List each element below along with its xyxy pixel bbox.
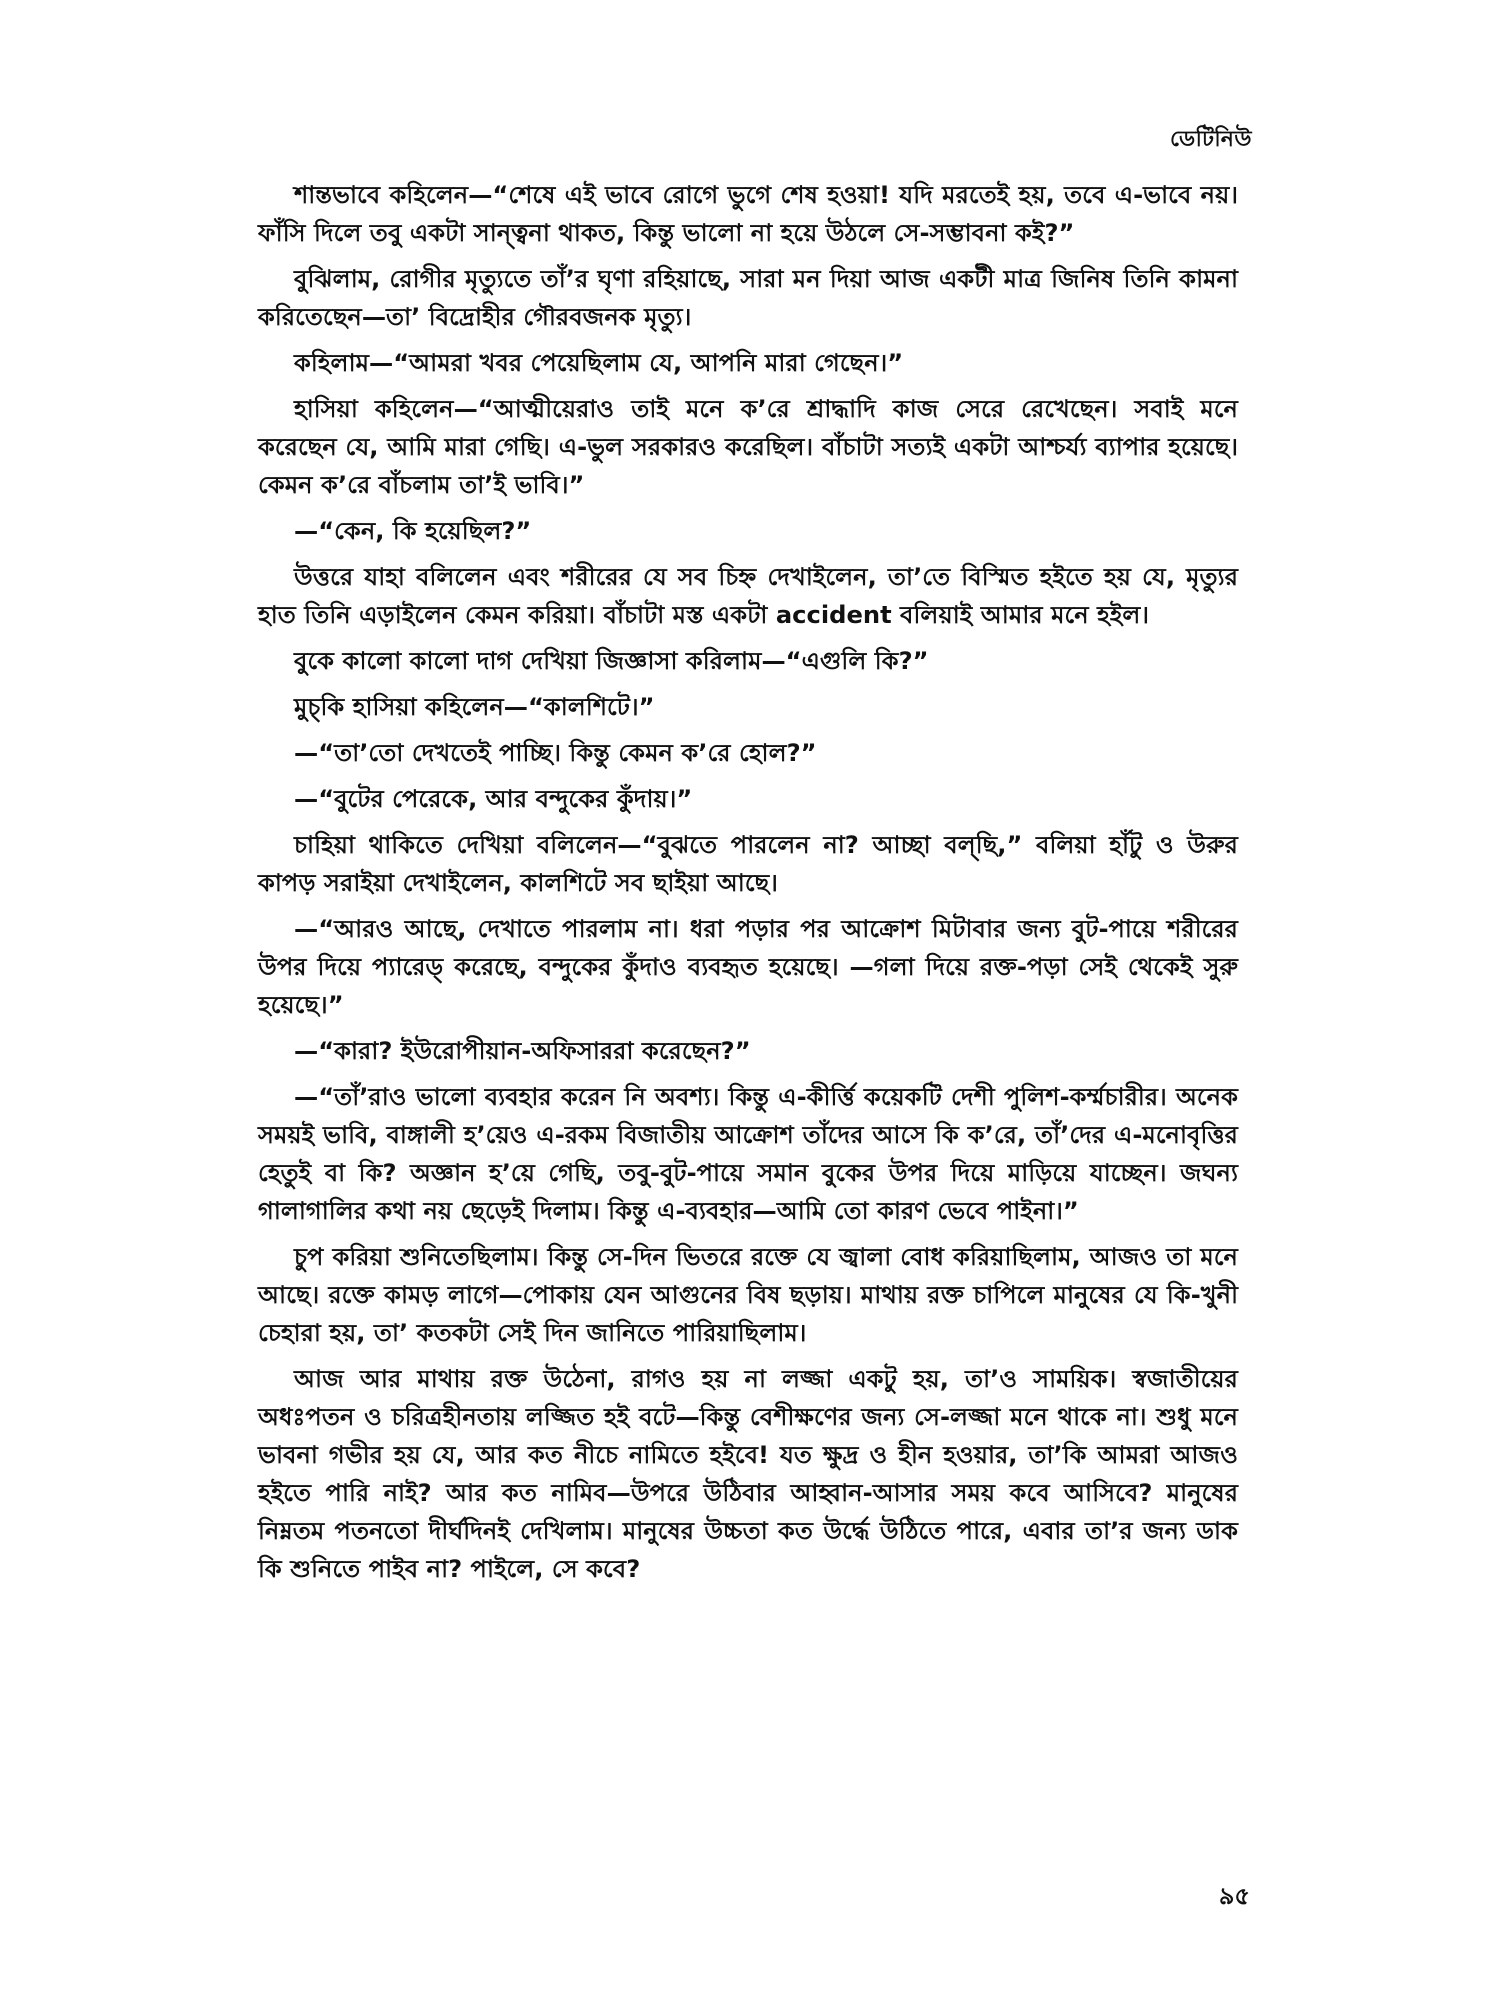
running-head: ডেটিনিউ (1170, 127, 1252, 152)
page-number: ৯৫ (1218, 1882, 1250, 1910)
paragraph: মুচ্‌কি হাসিয়া কহিলেন—“কালশিটে।” (294, 693, 655, 721)
paragraph: —“বুটের পেরেকে, আর বন্দুকের কুঁদায়।” (294, 785, 693, 813)
paragraph: হাসিয়া কহিলেন—“আত্মীয়েরাও তাই মনে ক’রে শ্রাদ্ধাদি কাজ সেরে রেখেছেন। সবাই মনে করেছেন যে, আমি মারা গেছি। এ-ভুল সরকারও করেছিল। বাঁচাটা সত্যই একটা আশ্চর্য্য ব্যাপার হয়েছে। কেমন ক’রে বাঁচলাম তা’ই ভাবি।” (258, 395, 1238, 499)
paragraph: শান্তভাবে কহিলেন—“শেষে এই ভাবে রোগে ভুগে শেষ হওয়া! যদি মরতেই হয়, তবে এ-ভাবে নয়। ফাঁসি দিলে তবু একটা সান্ত্বনা থাকত, কিন্তু ভালো না হয়ে উঠলে সে-সম্ভাবনা কই?” (258, 181, 1238, 247)
paragraph: বুকে কালো কালো দাগ দেখিয়া জিজ্ঞাসা করিলাম—“এগুলি কি?” (294, 647, 929, 675)
paragraph: —“আরও আছে, দেখাতে পারলাম না। ধরা পড়ার পর আক্রোশ মিটাবার জন্য বুট-পায়ে শরীরের উপর দিয়ে প্যারেড্‌ করেছে, বন্দুকের কুঁদাও ব্যবহৃত হয়েছে। —গলা দিয়ে রক্ত-পড়া সেই থেকেই সুরু হয়েছে।” (258, 915, 1238, 1019)
paragraph: উত্তরে যাহা বলিলেন এবং শরীরের যে সব চিহ্ন দেখাইলেন, তা’তে বিস্মিত হইতে হয় যে, মৃত্যুর হাত তিনি এড়াইলেন কেমন করিয়া। বাঁচাটা মস্ত একটা accident বলিয়াই আমার মনে হইল। (258, 563, 1238, 629)
paragraph: বুঝিলাম, রোগীর মৃত্যুতে তাঁ’র ঘৃণা রহিয়াছে, সারা মন দিয়া আজ একটী মাত্র জিনিষ তিনি কামনা করিতেছেন—তা’ বিদ্রোহীর গৌরবজনক মৃত্যু। (258, 265, 1238, 331)
paragraph: —“তাঁ’রাও ভালো ব্যবহার করেন নি অবশ্য। কিন্তু এ-কীর্ত্তি কয়েকটি দেশী পুলিশ-কর্ম্মচারীর। অনেক সময়ই ভাবি, বাঙ্গালী হ’য়েও এ-রকম বিজাতীয় আক্রোশ তাঁদের আসে কি ক’রে, তাঁ’দের এ-মনোবৃত্তির হেতুই বা কি? অজ্ঞান হ’য়ে গেছি, তবু-বুট-পায়ে সমান বুকের উপর দিয়ে মাড়িয়ে যাচ্ছেন। জঘন্য গালাগালির কথা নয় ছেড়েই দিলাম। কিন্তু এ-ব্যবহার—আমি তো কারণ ভেবে পাইনা।” (258, 1083, 1238, 1225)
paragraph: কহিলাম—“আমরা খবর পেয়েছিলাম যে, আপনি মারা গেছেন।” (294, 349, 904, 377)
paragraph: —“কেন, কি হয়েছিল?” (294, 517, 532, 545)
paragraph: —“কারা? ইউরোপীয়ান-অফিসাররা করেছেন?” (294, 1037, 751, 1065)
paragraph: আজ আর মাথায় রক্ত উঠেনা, রাগও হয় না লজ্জা একটু হয়, তা’ও সাময়িক। স্বজাতীয়ের অধঃপতন ও চরিত্রহীনতায় লজ্জিত হই বটে—কিন্তু বেশীক্ষণের জন্য সে-লজ্জা মনে থাকে না। শুধু মনে ভাবনা গভীর হয় যে, আর কত নীচে নামিতে হইবে! যত ক্ষুদ্র ও হীন হওয়ার, তা’কি আমরা আজও হইতে পারি নাই? আর কত নামিব—উপরে উঠিবার আহ্বান-আসার সময় কবে আসিবে? মানুষের নিম্নতম পতনতো দীর্ঘদিনই দেখিলাম। মানুষের উচ্চতা কত উর্দ্ধে উঠিতে পারে, এবার তা’র জন্য ডাক কি শুনিতে পাইব না? পাইলে, সে কবে? (258, 1365, 1238, 1583)
paragraph: চাহিয়া থাকিতে দেখিয়া বলিলেন—“বুঝতে পারলেন না? আচ্ছা বল্‌ছি,” বলিয়া হাঁটু ও উরুর কাপড় সরাইয়া দেখাইলেন, কালশিটে সব ছাইয়া আছে। (258, 831, 1238, 897)
paragraph: —“তা’তো দেখতেই পাচ্ছি। কিন্তু কেমন ক’রে হোল?” (294, 739, 817, 767)
paragraph: চুপ করিয়া শুনিতেছিলাম। কিন্তু সে-দিন ভিতরে রক্তে যে জ্বালা বোধ করিয়াছিলাম, আজও তা মনে আছে। রক্তে কামড় লাগে—পোকায় যেন আগুনের বিষ ছড়ায়। মাথায় রক্ত চাপিলে মানুষের যে কি-খুনী চেহারা হয়, তা’ কতকটা সেই দিন জানিতে পারিয়াছিলাম। (258, 1243, 1238, 1347)
page-body (258, 176, 1238, 1596)
